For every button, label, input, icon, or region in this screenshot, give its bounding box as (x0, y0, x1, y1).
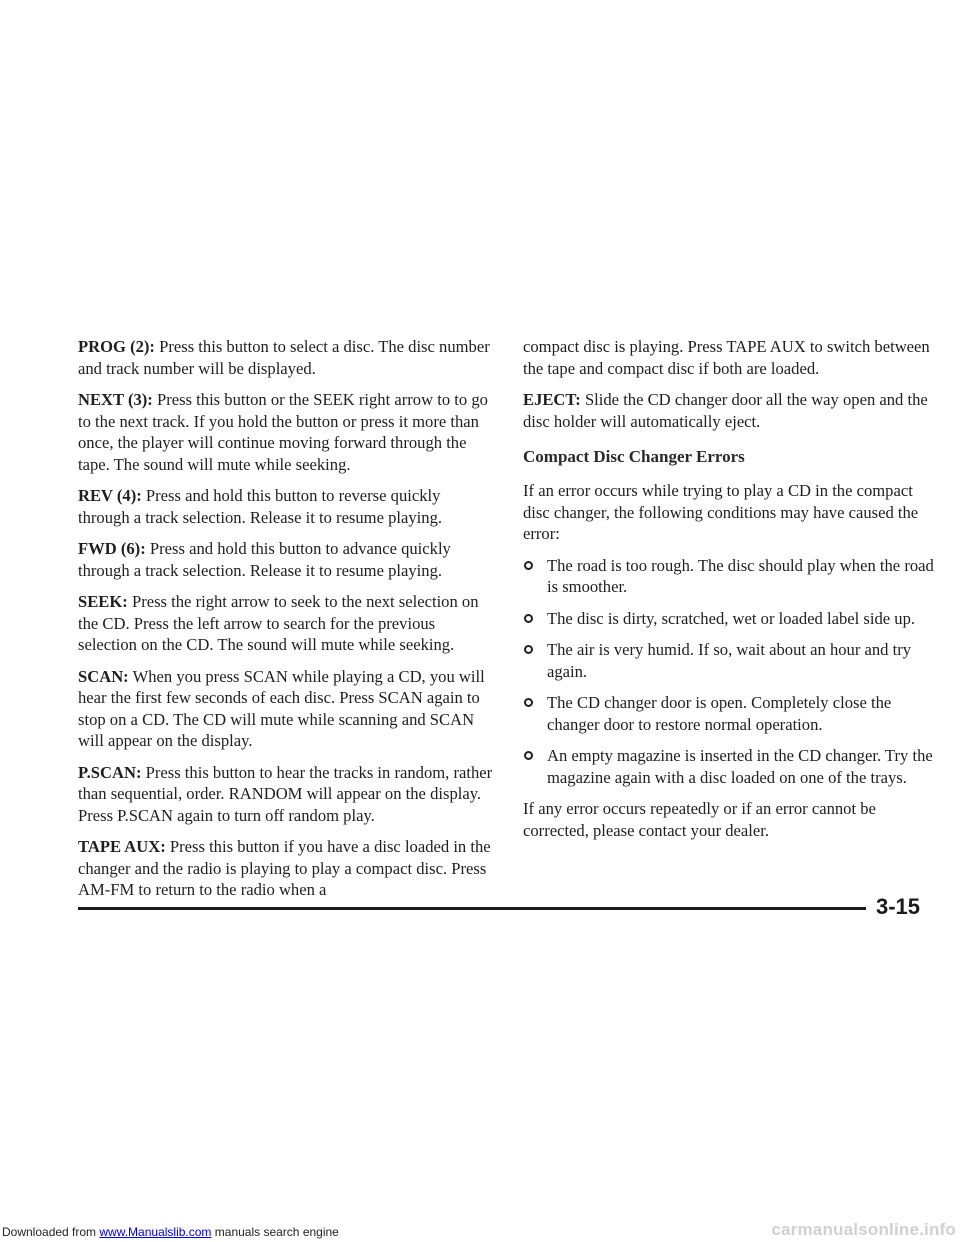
entry-term: SEEK: (78, 592, 128, 611)
section-heading: Compact Disc Changer Errors (523, 447, 745, 466)
list-item-text: An empty magazine is inserted in the CD changer. Try the magazine again with a disc loaded on one of the trays. (547, 746, 933, 787)
entry-next (78, 389, 496, 475)
continuation-paragraph: compact disc is playing. Press TAPE AUX to switch between the tape and compact disc if both are loaded. (523, 337, 930, 378)
page-number: 3-15 (876, 894, 921, 919)
list-item (523, 608, 943, 630)
entry-pscan (78, 762, 496, 827)
bullet-icon (524, 561, 533, 570)
bullet-icon (524, 698, 533, 707)
error-conditions-list (523, 555, 943, 789)
intro-paragraph: If an error occurs while trying to play a CD in the compact disc changer, the following conditions may have caused the error: (523, 481, 919, 543)
list-item-text: The road is too rough. The disc should play when the road is smoother. (547, 555, 934, 596)
closing-paragraph: If any error occurs repeatedly or if an error cannot be corrected, please contact your dealer. (523, 799, 876, 840)
entry-scan (78, 666, 496, 752)
list-item (523, 555, 943, 598)
entry-tape-aux (78, 836, 496, 901)
entry-text: Press and hold this button to reverse quickly through a track selection. Release it to resume playing. (78, 486, 443, 527)
entry-term: EJECT: (523, 390, 581, 409)
entry-text: When you press SCAN while playing a CD, you will hear the first few seconds of each disc. Press SCAN again to stop on a CD. The CD will mute while scanning and SCAN will appear on the display. (78, 666, 485, 750)
bullet-icon (524, 614, 533, 623)
entry-text: Press this button to select a disc. The disc number and track number will be displayed. (78, 337, 490, 378)
entry-fwd (78, 538, 496, 581)
entry-text: Press this button to hear the tracks in random, rather than sequential, order. RANDOM will appear on the display. Press P.SCAN again to turn off random play. (78, 762, 493, 825)
list-item (523, 745, 943, 788)
entry-text: Press this button or the SEEK right arrow to to go to the next track. If you hold the button or press it more than once, the player will continue moving forward through the tape. The sound will mute while seeking. (78, 390, 488, 474)
entry-term: REV (4): (78, 486, 142, 505)
list-item (523, 692, 943, 735)
list-item-text: The air is very humid. If so, wait about an hour and try again. (547, 640, 912, 681)
right-column (523, 336, 943, 851)
entry-term: NEXT (3): (78, 390, 153, 409)
entry-text: Press and hold this button to advance quickly through a track selection. Release it to resume playing. (78, 539, 451, 580)
watermark: carmanualsonline.info (771, 1220, 956, 1239)
left-column (78, 336, 496, 911)
bullet-icon (524, 645, 533, 654)
entry-term: TAPE AUX: (78, 837, 166, 856)
entry-seek (78, 591, 496, 656)
entry-term: P.SCAN: (78, 762, 142, 782)
download-prefix: Downloaded from (2, 1225, 100, 1239)
entry-text: Press this button if you have a disc loaded in the changer and the radio is playing to play a compact disc. Press AM-FM to return to the radio when a (78, 837, 491, 899)
entry-term: PROG (2): (78, 337, 155, 356)
footer-rule (78, 907, 866, 910)
list-item-text: The CD changer door is open. Completely close the changer door to restore normal operation. (547, 693, 892, 734)
download-credit (2, 1225, 339, 1239)
entry-term: SCAN: (78, 666, 129, 686)
download-suffix: manuals search engine (211, 1225, 339, 1239)
entry-term: FWD (6): (78, 539, 146, 558)
list-item (523, 639, 943, 682)
entry-text: Slide the CD changer door all the way open and the disc holder will automatically eject. (523, 390, 928, 431)
entry-rev (78, 485, 496, 528)
entry-text: Press the right arrow to seek to the next selection on the CD. Press the left arrow to search for the previous selection on the CD. The sound will mute while seeking. (78, 592, 479, 654)
bullet-icon (524, 751, 533, 760)
entry-eject (523, 389, 943, 432)
manualslib-link[interactable]: www.Manualslib.com (99, 1225, 212, 1239)
entry-prog (78, 336, 496, 379)
list-item-text: The disc is dirty, scratched, wet or loaded label side up. (547, 608, 916, 628)
